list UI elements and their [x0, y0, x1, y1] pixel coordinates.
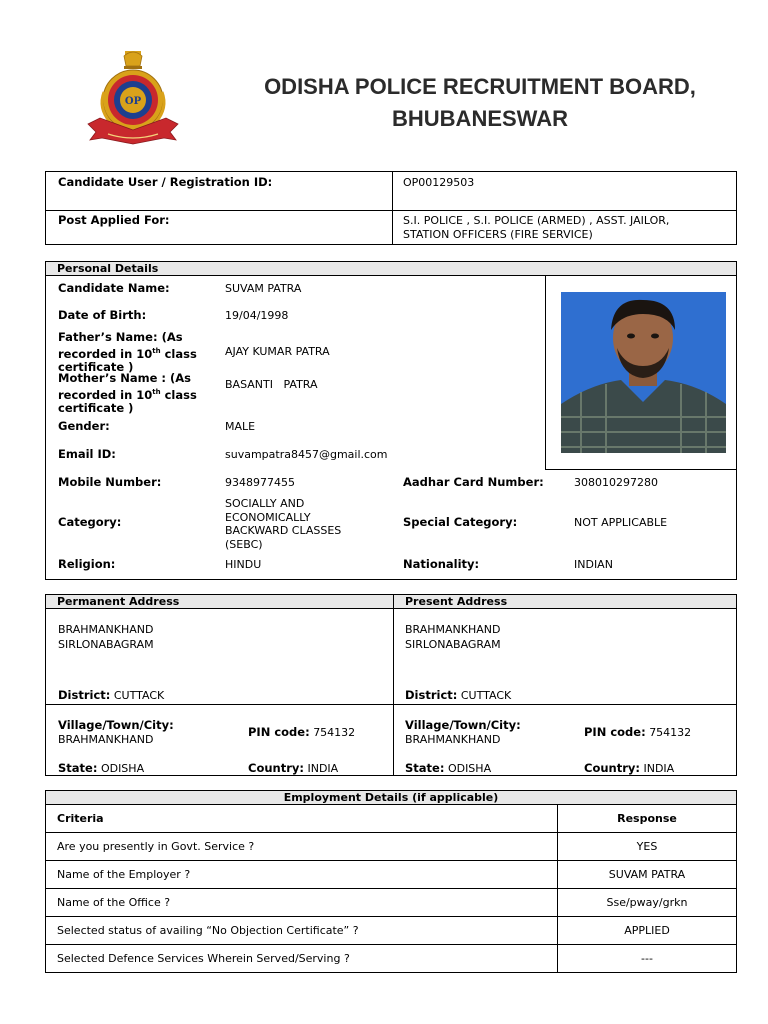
father-name-value: AJAY KUMAR PATRA: [225, 345, 330, 358]
email-label: Email ID:: [58, 447, 116, 461]
board-title-line1: ODISHA POLICE RECRUITMENT BOARD,: [264, 74, 696, 99]
mobile-value: 9348977455: [225, 476, 295, 489]
address-box: [45, 594, 737, 776]
criteria-cell: Selected status of availing “No Objection Certificate” ?: [57, 924, 359, 937]
response-cell: YES: [636, 840, 658, 853]
criteria-cell: Name of the Employer ?: [57, 868, 191, 881]
registration-id-label: Candidate User / Registration ID:: [58, 175, 273, 189]
special-category-value: NOT APPLICABLE: [574, 516, 668, 529]
criteria-column-header: Criteria: [57, 812, 104, 825]
gender-value: MALE: [225, 420, 256, 433]
gender-label: Gender:: [58, 419, 110, 433]
present-district: District: CUTTACK: [405, 688, 512, 702]
divider: [393, 594, 394, 776]
permanent-pin: PIN code: 754132: [248, 725, 356, 739]
response-cell: ---: [641, 952, 653, 965]
nationality-value: INDIAN: [574, 558, 613, 571]
post-applied-value-line2: STATION OFFICERS (FIRE SERVICE): [403, 228, 593, 241]
criteria-cell: Selected Defence Services Wherein Served/Serving ?: [57, 952, 350, 965]
permanent-address-heading: Permanent Address: [46, 595, 393, 609]
response-column-header: Response: [617, 812, 677, 825]
religion-label: Religion:: [58, 557, 116, 571]
aadhar-label: Aadhar Card Number:: [403, 475, 544, 489]
criteria-cell: Name of the Office ?: [57, 896, 171, 909]
post-applied-value-line1: S.I. POLICE , S.I. POLICE (ARMED) , ASST. JAILOR,: [403, 214, 670, 227]
permanent-district: District: CUTTACK: [58, 688, 165, 702]
divider: [45, 704, 737, 705]
odisha-police-emblem: [84, 48, 182, 148]
table-row: [46, 917, 736, 945]
special-category-label: Special Category:: [403, 515, 518, 529]
divider: [45, 210, 737, 211]
mobile-label: Mobile Number:: [58, 475, 162, 489]
svg-text:OP: OP: [124, 96, 142, 107]
post-applied-label: Post Applied For:: [58, 213, 170, 227]
permanent-village-value: BRAHMANKHAND: [58, 733, 154, 746]
present-village-value: BRAHMANKHAND: [405, 733, 501, 746]
mother-name-label: Mother’s Name : (As recorded in 10th class certificate ): [58, 371, 197, 415]
dob-label: Date of Birth:: [58, 308, 147, 322]
divider: [392, 171, 393, 245]
present-state: State: ODISHA: [405, 761, 492, 775]
criteria-cell: Are you presently in Govt. Service ?: [57, 840, 255, 853]
response-cell: APPLIED: [624, 924, 670, 937]
permanent-state: State: ODISHA: [58, 761, 145, 775]
candidate-name-value: SUVAM PATRA: [225, 282, 302, 295]
mother-name-value: BASANTI PATRA: [225, 378, 318, 391]
table-row: [46, 889, 736, 917]
candidate-name-label: Candidate Name:: [58, 281, 170, 295]
permanent-address-line2: SIRLONABAGRAM: [58, 638, 154, 651]
table-row: [46, 833, 736, 861]
candidate-photo: [561, 292, 726, 453]
aadhar-value: 308010297280: [574, 476, 658, 489]
employment-header-row: [46, 805, 736, 833]
table-row: [46, 945, 736, 973]
category-value: SOCIALLY AND ECONOMICALLY BACKWARD CLASSES (SEBC): [225, 497, 342, 551]
present-country: Country: INDIA: [584, 761, 675, 775]
response-cell: Sse/pway/grkn: [606, 896, 688, 909]
religion-value: HINDU: [225, 558, 262, 571]
employment-heading: Employment Details (if applicable): [46, 791, 736, 805]
present-address-line2: SIRLONABAGRAM: [405, 638, 501, 651]
personal-details-heading: Personal Details: [46, 262, 736, 276]
permanent-village-label: Village/Town/City:: [58, 718, 174, 732]
table-row: [46, 861, 736, 889]
present-village-label: Village/Town/City:: [405, 718, 521, 732]
category-label: Category:: [58, 515, 122, 529]
present-address-heading: Present Address: [394, 595, 736, 609]
dob-value: 19/04/1998: [225, 309, 289, 322]
response-cell: SUVAM PATRA: [608, 868, 686, 881]
father-name-label: Father’s Name: (As recorded in 10th class certificate ): [58, 330, 197, 374]
present-pin: PIN code: 754132: [584, 725, 692, 739]
board-title-line2: BHUBANESWAR: [392, 106, 568, 131]
present-address-line1: BRAHMANKHAND: [405, 623, 501, 636]
permanent-country: Country: INDIA: [248, 761, 339, 775]
nationality-label: Nationality:: [403, 557, 480, 571]
registration-id-value: OP00129503: [403, 176, 475, 189]
permanent-address-line1: BRAHMANKHAND: [58, 623, 154, 636]
email-value: suvampatra8457@gmail.com: [225, 448, 388, 461]
